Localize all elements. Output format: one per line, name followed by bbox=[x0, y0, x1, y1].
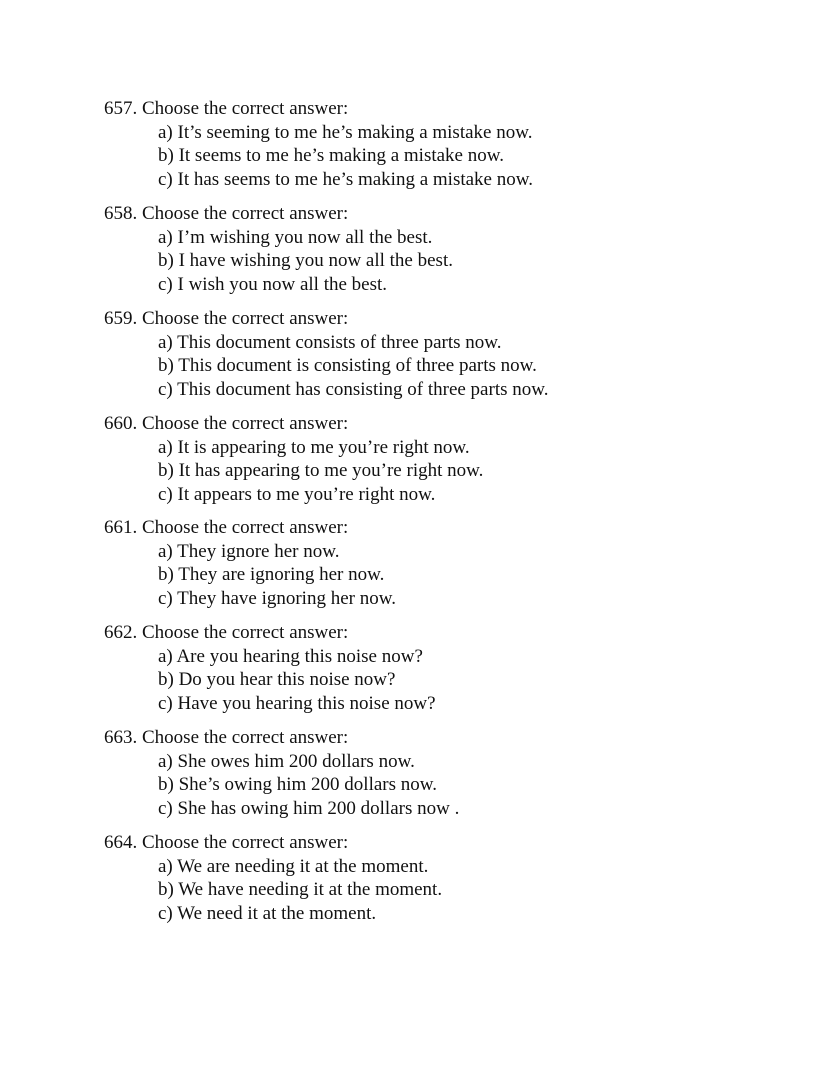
option-list bbox=[104, 750, 784, 821]
question-prompt: Choose the correct answer: bbox=[142, 622, 349, 643]
question-prompt: Choose the correct answer: bbox=[142, 832, 349, 853]
option-c[interactable]: c) I wish you now all the best. bbox=[158, 273, 388, 295]
question-662 bbox=[104, 621, 784, 715]
option-a[interactable]: a) She owes him 200 dollars now. bbox=[158, 750, 415, 772]
option-b[interactable]: b) They are ignoring her now. bbox=[158, 564, 385, 585]
option-c[interactable]: c) They have ignoring her now. bbox=[158, 587, 396, 609]
question-661 bbox=[104, 516, 784, 610]
option-a[interactable]: a) It’s seeming to me he’s making a mistake now. bbox=[158, 121, 533, 143]
option-a[interactable]: a) We are needing it at the moment. bbox=[158, 855, 429, 877]
option-c[interactable]: c) She has owing him 200 dollars now . bbox=[158, 797, 460, 819]
question-number: 659. bbox=[104, 308, 138, 329]
option-list bbox=[104, 331, 784, 402]
question-664 bbox=[104, 831, 784, 925]
option-c[interactable]: c) It has seems to me he’s making a mistake now. bbox=[158, 168, 533, 190]
question-header bbox=[104, 307, 784, 331]
option-a[interactable]: a) It is appearing to me you’re right now. bbox=[158, 436, 470, 458]
option-b[interactable]: b) It seems to me he’s making a mistake now. bbox=[158, 145, 504, 166]
question-header bbox=[104, 202, 784, 226]
option-list bbox=[104, 645, 784, 716]
question-header bbox=[104, 412, 784, 436]
question-prompt: Choose the correct answer: bbox=[142, 203, 349, 224]
option-b[interactable]: b) She’s owing him 200 dollars now. bbox=[158, 774, 438, 795]
question-number: 664. bbox=[104, 832, 138, 853]
question-number: 660. bbox=[104, 413, 138, 434]
option-list bbox=[104, 226, 784, 297]
option-c[interactable]: c) We need it at the moment. bbox=[158, 902, 377, 924]
question-number: 658. bbox=[104, 203, 138, 224]
question-number: 662. bbox=[104, 622, 138, 643]
option-list bbox=[104, 540, 784, 611]
option-list bbox=[104, 436, 784, 507]
question-prompt: Choose the correct answer: bbox=[142, 727, 349, 748]
option-b[interactable]: b) We have needing it at the moment. bbox=[158, 879, 443, 900]
question-658 bbox=[104, 202, 784, 296]
question-number: 657. bbox=[104, 98, 138, 119]
option-c[interactable]: c) Have you hearing this noise now? bbox=[158, 692, 436, 714]
question-number: 661. bbox=[104, 517, 138, 538]
option-b[interactable]: b) Do you hear this noise now? bbox=[158, 669, 396, 690]
option-a[interactable]: a) Are you hearing this noise now? bbox=[158, 645, 423, 667]
option-a[interactable]: a) They ignore her now. bbox=[158, 540, 340, 562]
option-b[interactable]: b) This document is consisting of three parts now. bbox=[158, 355, 537, 376]
question-prompt: Choose the correct answer: bbox=[142, 517, 349, 538]
question-657 bbox=[104, 97, 784, 191]
option-c[interactable]: c) This document has consisting of three parts now. bbox=[158, 378, 549, 400]
question-660 bbox=[104, 412, 784, 506]
question-659 bbox=[104, 307, 784, 401]
option-a[interactable]: a) I’m wishing you now all the best. bbox=[158, 226, 433, 248]
question-header bbox=[104, 726, 784, 750]
question-prompt: Choose the correct answer: bbox=[142, 98, 349, 119]
option-b[interactable]: b) I have wishing you now all the best. bbox=[158, 250, 453, 271]
option-c[interactable]: c) It appears to me you’re right now. bbox=[158, 483, 436, 505]
option-list bbox=[104, 121, 784, 192]
question-663 bbox=[104, 726, 784, 820]
question-header bbox=[104, 97, 784, 121]
option-b[interactable]: b) It has appearing to me you’re right now. bbox=[158, 460, 484, 481]
question-prompt: Choose the correct answer: bbox=[142, 413, 349, 434]
question-header bbox=[104, 516, 784, 540]
question-header bbox=[104, 831, 784, 855]
question-prompt: Choose the correct answer: bbox=[142, 308, 349, 329]
question-number: 663. bbox=[104, 727, 138, 748]
question-header bbox=[104, 621, 784, 645]
option-a[interactable]: a) This document consists of three parts now. bbox=[158, 331, 502, 353]
option-list bbox=[104, 855, 784, 926]
